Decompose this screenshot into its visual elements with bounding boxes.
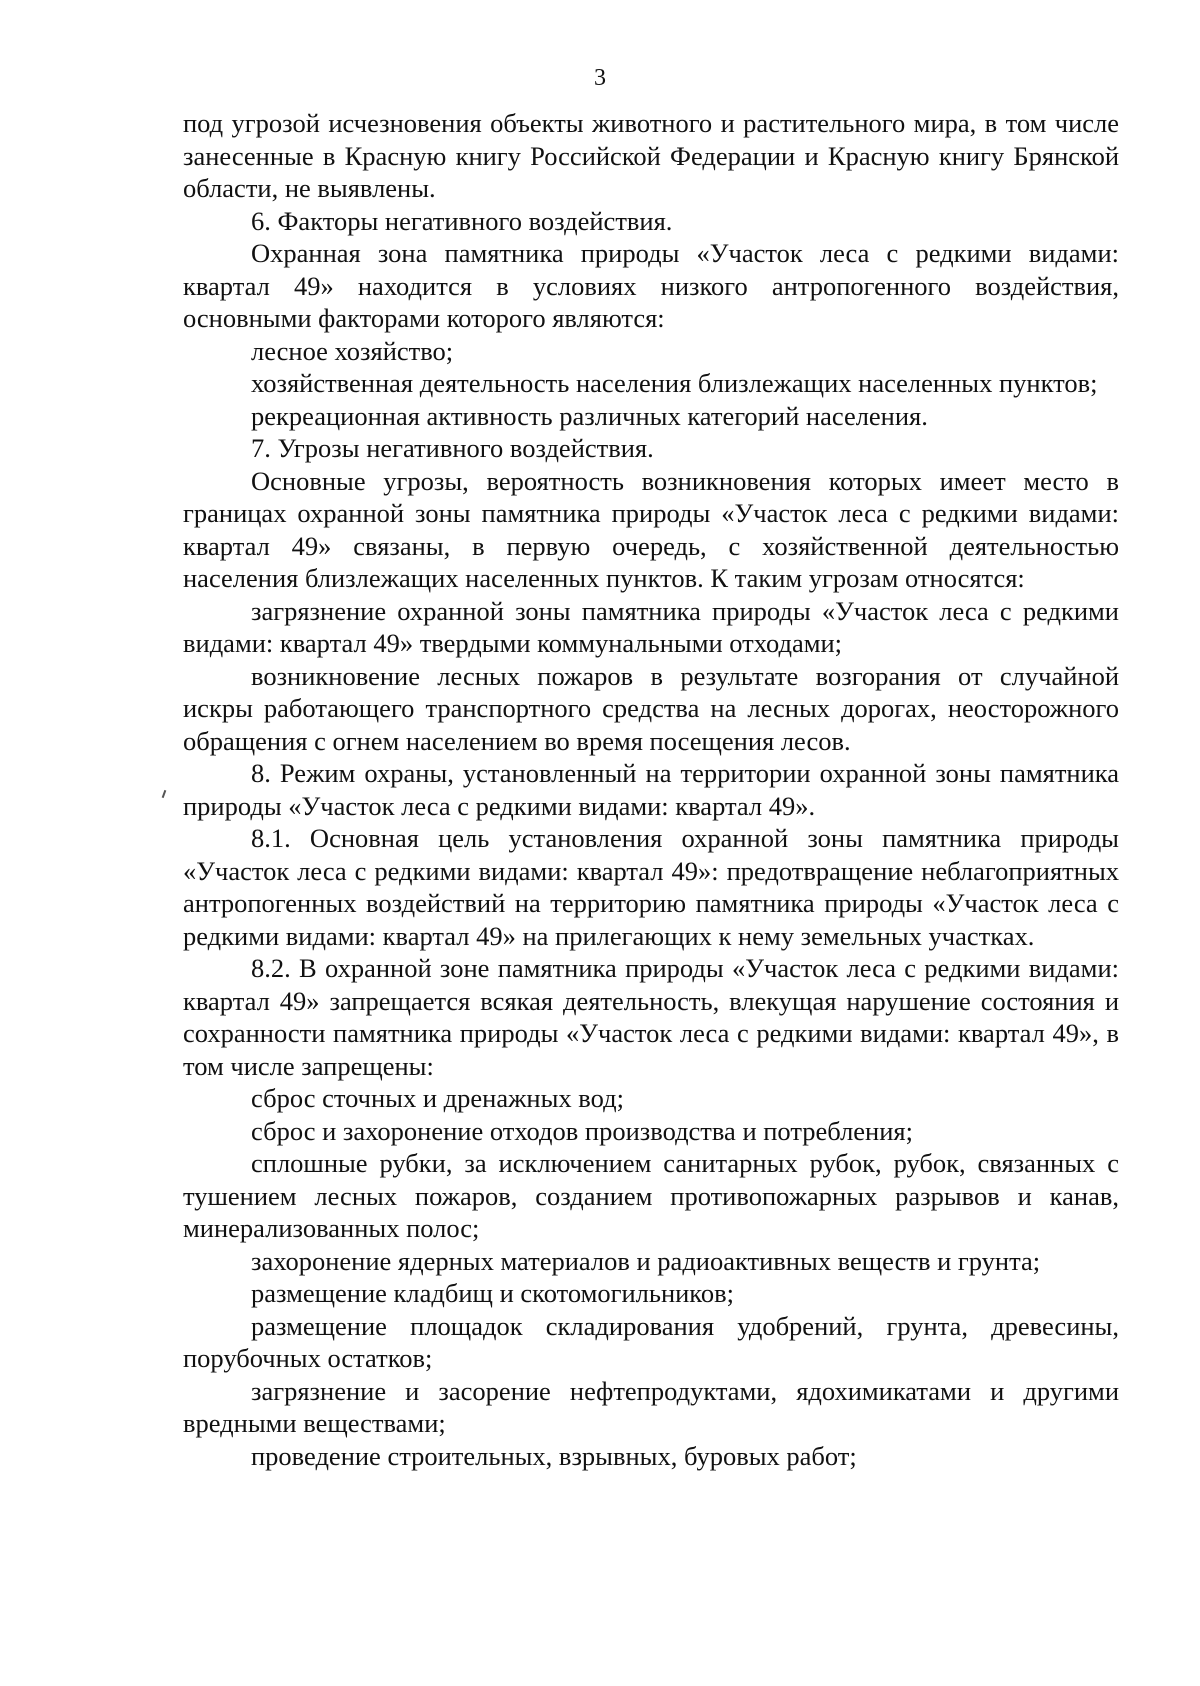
scan-artifact-mark	[162, 790, 167, 798]
section-heading-8: 8. Режим охраны, установленный на территории охранной зоны памятника природы «Участок леса с редкими видами: квартал 49».	[183, 758, 1119, 821]
list-item: сплошные рубки, за исключением санитарных рубок, рубок, связанных с тушением лесных пожаров, созданием противопожарных разрывов и канав, минерализованных полос;	[183, 1148, 1119, 1243]
document-body	[183, 107, 1119, 1472]
list-item: захоронение ядерных материалов и радиоактивных веществ и грунта;	[251, 1245, 1041, 1276]
list-item: проведение строительных, взрывных, буровых работ;	[251, 1440, 857, 1471]
list-item: хозяйственная деятельность населения близлежащих населенных пунктов;	[251, 368, 1098, 398]
list-item: размещение кладбищ и скотомогильников;	[251, 1278, 734, 1308]
paragraph-continuation: под угрозой исчезновения объекты животного и растительного мира, в том числе занесенные в Красную книгу Российской Федерации и Красную книгу Брянской области, не выявлены.	[183, 108, 1119, 203]
paragraph: Охранная зона памятника природы «Участок леса с редкими видами: квартал 49» находится в условиях низкого антропогенного воздействия, основными факторами которого являются:	[183, 238, 1119, 333]
list-item: загрязнение и засорение нефтепродуктами, ядохимикатами и другими вредными веществами;	[183, 1375, 1119, 1438]
section-heading-7: 7. Угрозы негативного воздействия.	[251, 433, 654, 463]
list-item: сброс и захоронение отходов производства и потребления;	[251, 1115, 913, 1146]
list-item: загрязнение охранной зоны памятника природы «Участок леса с редкими видами: квартал 49» твердыми коммунальными отходами;	[183, 595, 1119, 658]
list-item: размещение площадок складирования удобрений, грунта, древесины, порубочных остатков;	[183, 1310, 1119, 1373]
list-item: рекреационная активность различных категорий населения.	[251, 400, 928, 431]
subsection-8-2: 8.2. В охранной зоне памятника природы «Участок леса с редкими видами: квартал 49» запрещается всякая деятельность, влекущая нарушение состояния и сохранности памятника природы «Участок леса с редкими видами: квартал 49», в том числе запрещены:	[183, 953, 1119, 1081]
list-item: сброс сточных и дренажных вод;	[251, 1083, 624, 1113]
paragraph: Основные угрозы, вероятность возникновения которых имеет место в границах охранной зоны памятника природы «Участок леса с редкими видами: квартал 49» связаны, в первую очередь, с хозяйственной деятельностью населения близлежащих населенных пунктов. К таким угрозам относятся:	[183, 465, 1119, 593]
list-item: лесное хозяйство;	[251, 335, 454, 366]
subsection-8-1: 8.1. Основная цель установления охранной зоны памятника природы «Участок леса с редкими видами: квартал 49»: предотвращение неблагоприятных антропогенных воздействий на территорию памятника природы «Участок леса с редкими видами: квартал 49» на прилегающих к нему земельных участках.	[183, 823, 1119, 951]
page-number: 3	[594, 65, 606, 91]
list-item: возникновение лесных пожаров в результате возгорания от случайной искры работающего транспортного средства на лесных дорогах, неосторожного обращения с огнем населением во время посещения лесов.	[183, 660, 1119, 756]
section-heading-6: 6. Факторы негативного воздействия.	[251, 205, 673, 236]
